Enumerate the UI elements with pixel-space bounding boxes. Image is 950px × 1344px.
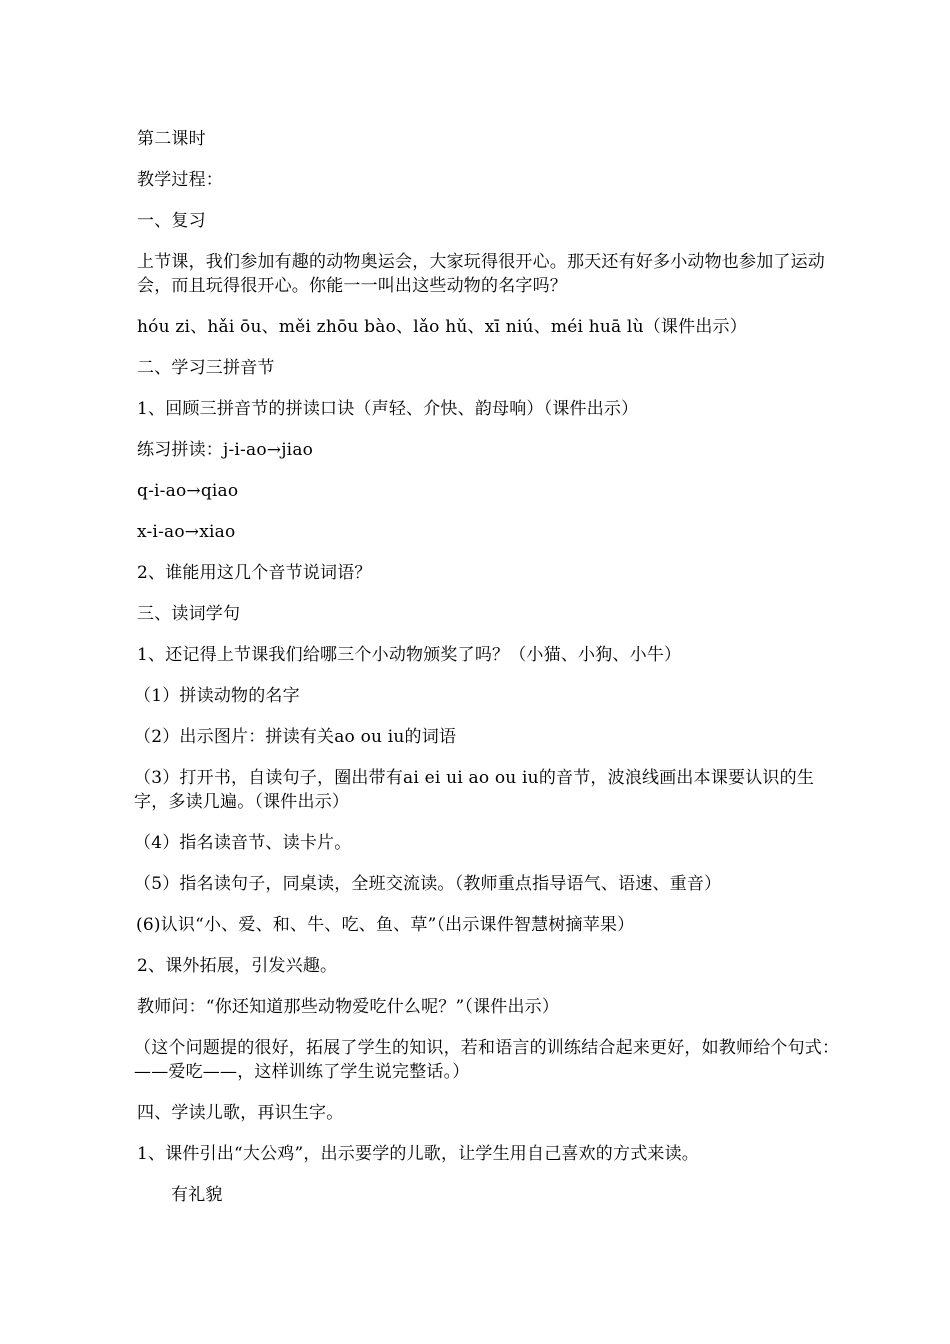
syllable-rule-line: 1、回顾三拼音节的拼读口诀（声轻、介快、韵母响）（课件出示） [137, 399, 639, 419]
poem-title: 有礼貌 [171, 1185, 223, 1205]
section-heading-syllables: 二、学习三拼音节 [137, 358, 275, 378]
extension-line: 2、课外拓展，引发兴趣。 [137, 956, 338, 976]
step-2-line: （2）出示图片：拼读有关ao ou iu的词语 [134, 727, 457, 747]
section-heading-song: 四、学读儿歌，再识生字。 [137, 1103, 344, 1123]
practice-line-jiao: 练习拼读：j-i-ao→jiao [137, 440, 314, 460]
process-heading: 教学过程： [137, 170, 223, 190]
lesson-title: 第二课时 [137, 129, 206, 149]
question-line: 2、谁能用这几个音节说词语？ [137, 563, 372, 583]
step-3-paragraph: （3）打开书，自读句子，圈出带有ai ei ui ao ou iu的音节，波浪线画出本课要认识的生字，多读几遍。（课件出示） [134, 768, 815, 812]
pinyin-list: hóu zi、hǎi ōu、měi zhōu bào、lǎo hǔ、xī niú、méi huā lù（课件出示） [137, 317, 747, 337]
comment-paragraph: （这个问题提的很好，拓展了学生的知识，若和语言的训练结合起来更好，如教师给个句式：——爱吃——，这样训练了学生说完整话。） [134, 1038, 840, 1082]
review-paragraph: 上节课，我们参加有趣的动物奥运会，大家玩得很开心。那天还有好多小动物也参加了运动会，而且玩得很开心。你能一一叫出这些动物的名字吗？ [137, 252, 825, 296]
step-6-line: (6)认识“小、爱、和、牛、吃、鱼、草”（出示课件智慧树摘苹果） [136, 915, 635, 935]
step-5-line: （5）指名读句子，同桌读，全班交流读。（教师重点指导语气、语速、重音） [134, 874, 722, 894]
section-heading-reading: 三、读词学句 [137, 604, 241, 624]
step-1-line: （1）拼读动物的名字 [134, 686, 300, 706]
song-intro-line: 1、课件引出“大公鸡”，出示要学的儿歌，让学生用自己喜欢的方式来读。 [137, 1144, 699, 1164]
teacher-question-line: 教师问：“你还知道那些动物爱吃什么呢？”（课件出示） [137, 997, 560, 1017]
step-4-line: （4）指名读音节、读卡片。 [134, 833, 352, 853]
practice-line-qiao: q-i-ao→qiao [137, 481, 239, 501]
recall-line: 1、还记得上节课我们给哪三个小动物颁奖了吗？（小猫、小狗、小牛） [137, 645, 682, 665]
practice-line-xiao: x-i-ao→xiao [137, 522, 236, 542]
section-heading-review: 一、复习 [137, 211, 206, 231]
